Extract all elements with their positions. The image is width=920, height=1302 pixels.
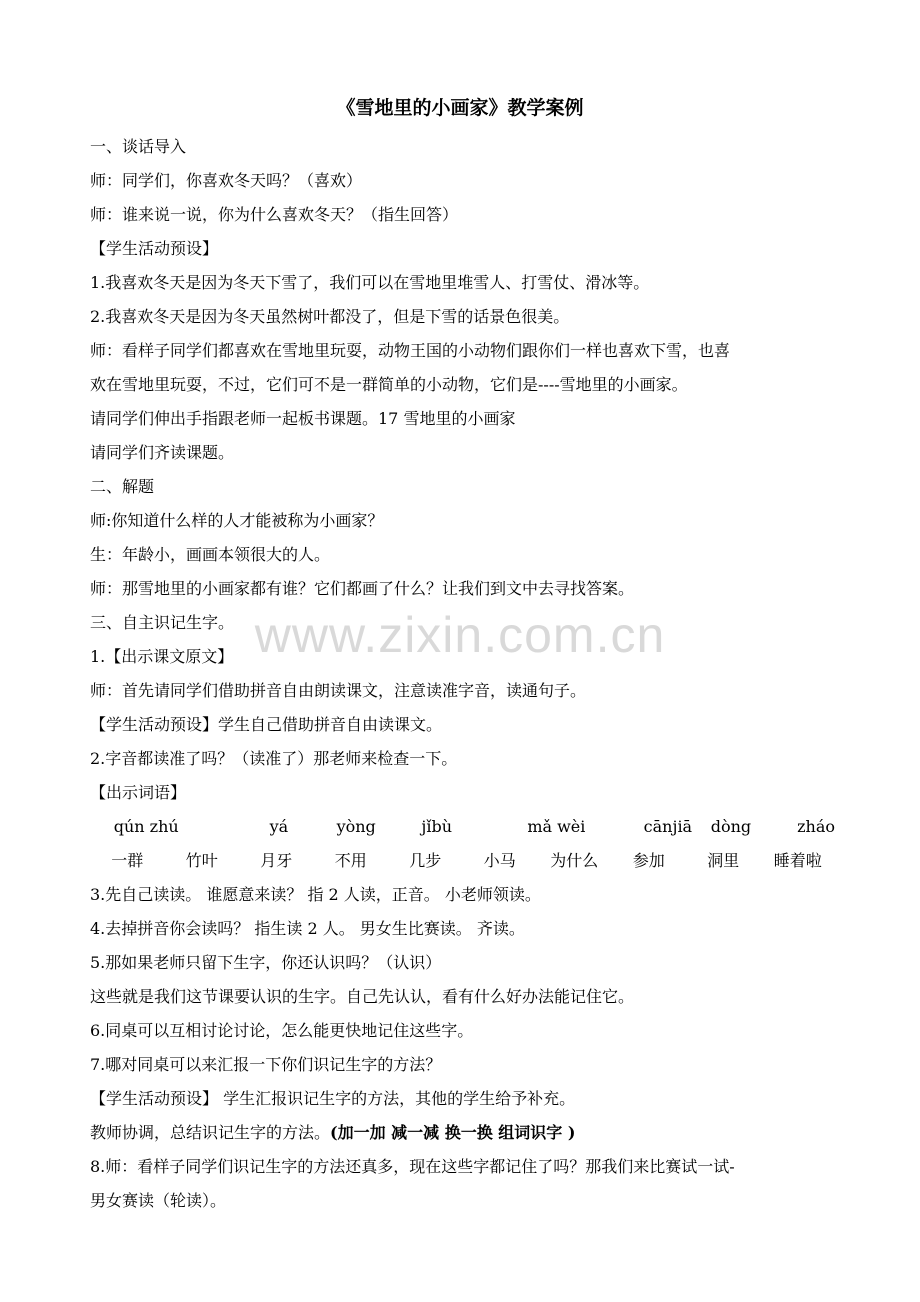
paragraph: 1.我喜欢冬天是因为冬天下雪了，我们可以在雪地里堆雪人、打雪仗、滑冰等。	[90, 273, 650, 292]
paragraph: 5.那如果老师只留下生字，你还认识吗？（认识）	[90, 953, 442, 972]
word-item: 小马	[483, 851, 516, 870]
paragraph: 8.师：看样子同学们识记生字的方法还真多，现在这些字都记住了吗？那我们来比赛试一试-	[90, 1157, 735, 1176]
paragraph: 师：谁来说一说，你为什么喜欢冬天？（指生回答）	[90, 205, 459, 224]
pinyin-row	[90, 810, 835, 844]
paragraph: 4.去掉拼音你会读吗？ 指生读 2 人。 男女生比赛读。 齐读。	[90, 919, 525, 938]
pinyin-item: cānjiā	[643, 817, 693, 836]
word-item: 月牙	[260, 851, 293, 870]
paragraph: 【出示词语】	[90, 783, 187, 802]
paragraph: 7.哪对同桌可以来汇报一下你们识记生字的方法？	[90, 1055, 442, 1074]
word-item: 竹叶	[185, 851, 218, 870]
paragraph: 师：那雪地里的小画家都有谁？它们都画了什么？让我们到文中去寻找答案。	[90, 579, 635, 598]
pinyin-item: qún zhú	[113, 817, 179, 836]
word-item: 几步	[409, 851, 442, 870]
word-item: 不用	[334, 851, 367, 870]
paragraph: 6.同桌可以互相讨论讨论，怎么能更快地记住这些字。	[90, 1021, 474, 1040]
pinyin-item: dòng	[710, 817, 752, 836]
word-item: 参加	[632, 851, 665, 870]
section-heading-3: 三、自主识记生字。	[90, 613, 235, 632]
paragraph: 请同学们齐读课题。	[90, 443, 235, 462]
document-body	[90, 130, 835, 1218]
paragraph: 男女赛读（轮读）。	[90, 1191, 227, 1210]
paragraph: 2.字音都读准了吗？（读准了）那老师来检查一下。	[90, 749, 458, 768]
paragraph: 欢在雪地里玩耍，不过，它们可不是一群简单的小动物，它们是----雪地里的小画家。	[90, 375, 688, 394]
section-heading-2: 二、解题	[90, 477, 155, 496]
paragraph: 请同学们伸出手指跟老师一起板书课题。17 雪地里的小画家	[90, 409, 516, 428]
paragraph: 师:你知道什么样的人才能被称为小画家？	[90, 511, 384, 530]
paragraph: 1.【出示课文原文】	[90, 647, 234, 666]
summary-prefix: 教师协调，总结识记生字的方法。	[90, 1123, 331, 1142]
paragraph: 师：首先请同学们借助拼音自由朗读课文，注意读准字音，读通句子。	[90, 681, 587, 700]
word-row	[90, 844, 835, 878]
paragraph: 这些就是我们这节课要认识的生字。自己先认认，看有什么好办法能记住它。	[90, 987, 635, 1006]
paragraph: 【学生活动预设】学生自己借助拼音自由读课文。	[90, 715, 443, 734]
word-item: 为什么	[550, 851, 599, 870]
pinyin-item: yá	[269, 817, 289, 836]
section-heading-1: 一、谈话导入	[90, 137, 187, 156]
summary-methods: (加一加 减一减 换一换 组词识字 )	[330, 1123, 576, 1142]
word-item: 洞里	[707, 851, 740, 870]
word-item: 一群	[111, 851, 144, 870]
summary-line	[90, 1116, 835, 1150]
pinyin-item: mǎ wèi	[527, 817, 586, 836]
paragraph: 师：同学们，你喜欢冬天吗？（喜欢）	[90, 171, 363, 190]
word-item: 睡着啦	[773, 851, 822, 870]
paragraph: 3.先自己读读。 谁愿意来读？ 指 2 人读，正音。 小老师领读。	[90, 885, 541, 904]
pinyin-item: jǐbù	[421, 817, 453, 836]
paragraph: 2.我喜欢冬天是因为冬天虽然树叶都没了，但是下雪的话景色很美。	[90, 307, 570, 326]
paragraph: 【学生活动预设】	[90, 239, 219, 258]
pinyin-item: zháo	[797, 817, 835, 836]
watermark: www.zixin.com.cn	[254, 607, 666, 663]
paragraph: 师：看样子同学们都喜欢在雪地里玩耍，动物王国的小动物们跟你们一样也喜欢下雪，也喜	[90, 341, 731, 360]
document-title: 《雪地里的小画家》教学案例	[336, 97, 584, 119]
pinyin-item: yòng	[336, 817, 376, 836]
paragraph: 生：年龄小，画画本领很大的人。	[90, 545, 331, 564]
paragraph: 【学生活动预设】 学生汇报识记生字的方法，其他的学生给予补充。	[90, 1089, 576, 1108]
